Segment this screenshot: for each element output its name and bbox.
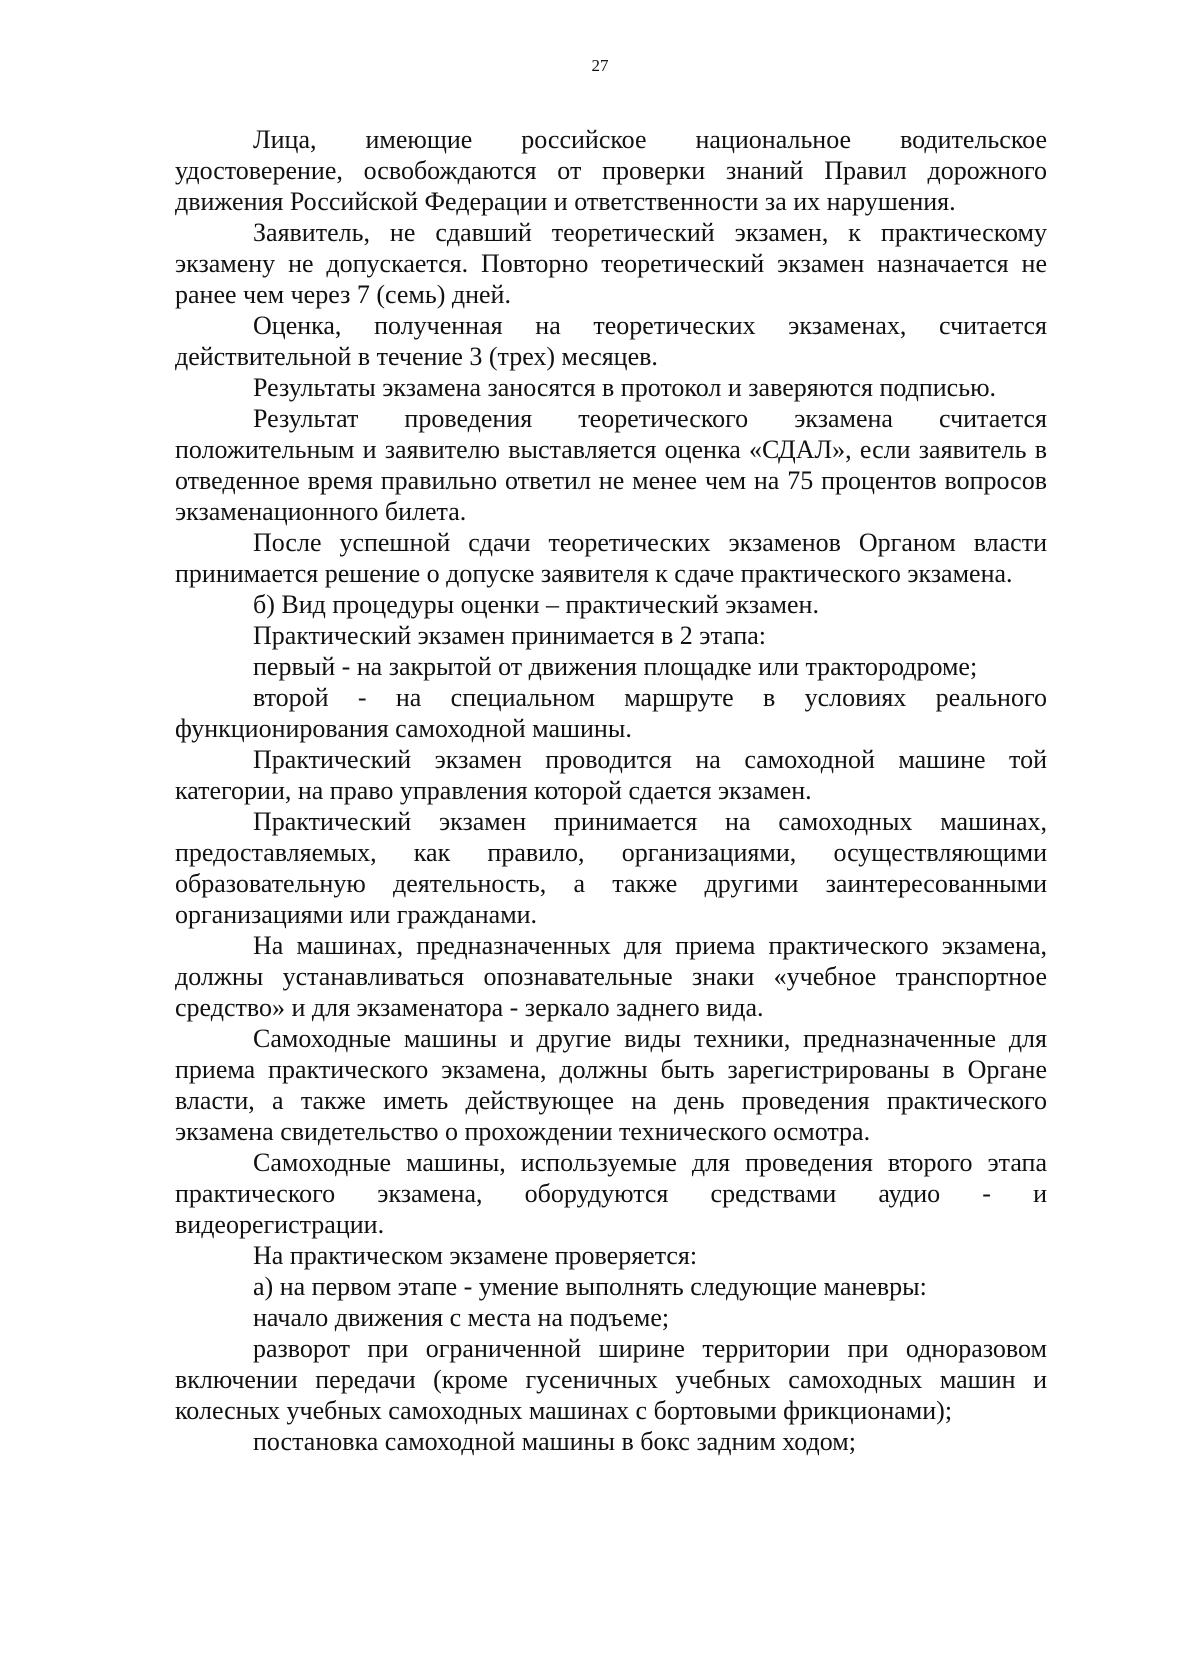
paragraph: б) Вид процедуры оценки – практический экзамен. bbox=[253, 590, 819, 619]
page-number: 27 bbox=[591, 56, 609, 75]
paragraph: Оценка, полученная на теоретических экзаменах, считается действительной в течение 3 (трех) месяцев. bbox=[175, 311, 1047, 371]
paragraph: Самоходные машины и другие виды техники, предназначенные для приема практического экзамена, должны быть зарегистрированы в Органе власти, а также иметь действующее на день проведения практического экзамена свидетельство о прохождении технического осмотра. bbox=[175, 1024, 1047, 1146]
paragraph: Практический экзамен принимается на самоходных машинах, предоставляемых, как правило, организациями, осуществляющими образовательную деятельность, а также другими заинтересованными организациями или гражданами. bbox=[175, 807, 1047, 929]
paragraph: Результат проведения теоретического экзамена считается положительным и заявителю выставляется оценка «СДАЛ», если заявитель в отведенное время правильно ответил не менее чем на 75 процентов вопросов экзаменационного билета. bbox=[175, 404, 1047, 526]
paragraph: Лица, имеющие российское национальное водительское удостоверение, освобождаются от проверки знаний Правил дорожного движения Российской Федерации и ответственности за их нарушения. bbox=[175, 125, 1047, 216]
paragraph: Заявитель, не сдавший теоретический экзамен, к практическому экзамену не допускается. Повторно теоретический экзамен назначается не ранее чем через 7 (семь) дней. bbox=[175, 218, 1047, 309]
document-body bbox=[175, 124, 1047, 1457]
paragraph: постановка самоходной машины в бокс задним ходом; bbox=[253, 1427, 856, 1456]
paragraph: Практический экзамен проводится на самоходной машине той категории, на право управления которой сдается экзамен. bbox=[175, 745, 1047, 805]
paragraph: Результаты экзамена заносятся в протокол и заверяются подписью. bbox=[253, 373, 996, 402]
paragraph: второй - на специальном маршруте в условиях реального функционирования самоходной машины. bbox=[175, 683, 1047, 743]
paragraph: На машинах, предназначенных для приема практического экзамена, должны устанавливаться опознавательные знаки «учебное транспортное средство» и для экзаменатора - зеркало заднего вида. bbox=[175, 931, 1047, 1022]
paragraph: начало движения с места на подъеме; bbox=[253, 1303, 670, 1332]
paragraph: После успешной сдачи теоретических экзаменов Органом власти принимается решение о допуске заявителя к сдаче практического экзамена. bbox=[175, 528, 1047, 588]
paragraph: а) на первом этапе - умение выполнять следующие маневры: bbox=[253, 1272, 927, 1301]
paragraph: Практический экзамен принимается в 2 этапа: bbox=[253, 621, 766, 650]
paragraph: На практическом экзамене проверяется: bbox=[253, 1241, 698, 1270]
paragraph: разворот при ограниченной ширине территории при одноразовом включении передачи (кроме гусеничных учебных самоходных машин и колесных учебных самоходных машинах с бортовыми фрикционами); bbox=[175, 1334, 1047, 1425]
paragraph: Самоходные машины, используемые для проведения второго этапа практического экзамена, оборудуются средствами аудио - и видеорегистрации. bbox=[175, 1148, 1047, 1239]
paragraph: первый - на закрытой от движения площадке или трактородроме; bbox=[253, 652, 978, 681]
